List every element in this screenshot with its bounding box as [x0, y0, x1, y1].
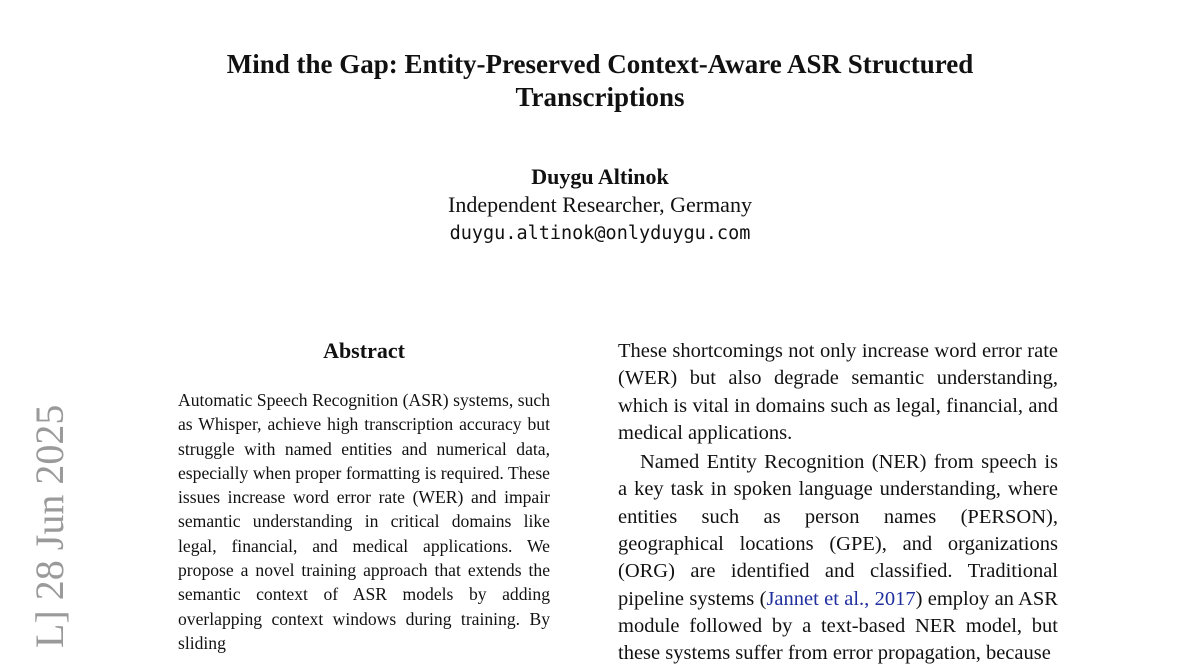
intro-paragraph-2-text-a: Named Entity Recognition (NER) from speech is a key task in spoken language understanding, where entities such as person names (PERSON), geographical locations (GPE), and organizations (ORG) are identified and classified. Traditional pipeline systems (	[618, 451, 1058, 610]
paper-title-line-1: Mind the Gap: Entity-Preserved Context-Aware ASR Structured	[226, 49, 974, 79]
arxiv-sidebar-stamp: L] 28 Jun 2025	[27, 404, 72, 648]
abstract-text: Automatic Speech Recognition (ASR) systems, such as Whisper, achieve high transcription accuracy but struggle with named entities and numerical data, especially when proper formatting is required. These issues increase word error rate (WER) and impair semantic understanding in critical domains like legal, financial, and medical applications. We propose a novel training approach that extends the semantic context of ASR models by adding overlapping context windows during training. By sliding	[178, 390, 550, 653]
author-affiliation: Independent Researcher, Germany	[448, 192, 752, 217]
intro-paragraph-2-text-b: ) employ an ASR module followed by a text-based NER model, but these systems suffer from error propagation, because	[618, 587, 1058, 665]
author-name: Duygu Altinok	[531, 164, 669, 189]
author-email[interactable]: duygu.altinok@onlyduygu.com	[449, 223, 751, 244]
intro-right-column	[618, 338, 1058, 668]
paper-title	[170, 48, 1030, 114]
intro-paragraph-1: These shortcomings not only increase word error rate (WER) but also degrade semantic understanding, which is vital in domains such as legal, financial, and medical applications.	[618, 340, 1058, 444]
citation-link[interactable]: Jannet et al., 2017	[766, 587, 916, 610]
intro-paragraph-2	[618, 449, 1058, 667]
paper-title-line-2: Transcriptions	[515, 82, 685, 112]
abstract-heading: Abstract	[323, 338, 405, 363]
